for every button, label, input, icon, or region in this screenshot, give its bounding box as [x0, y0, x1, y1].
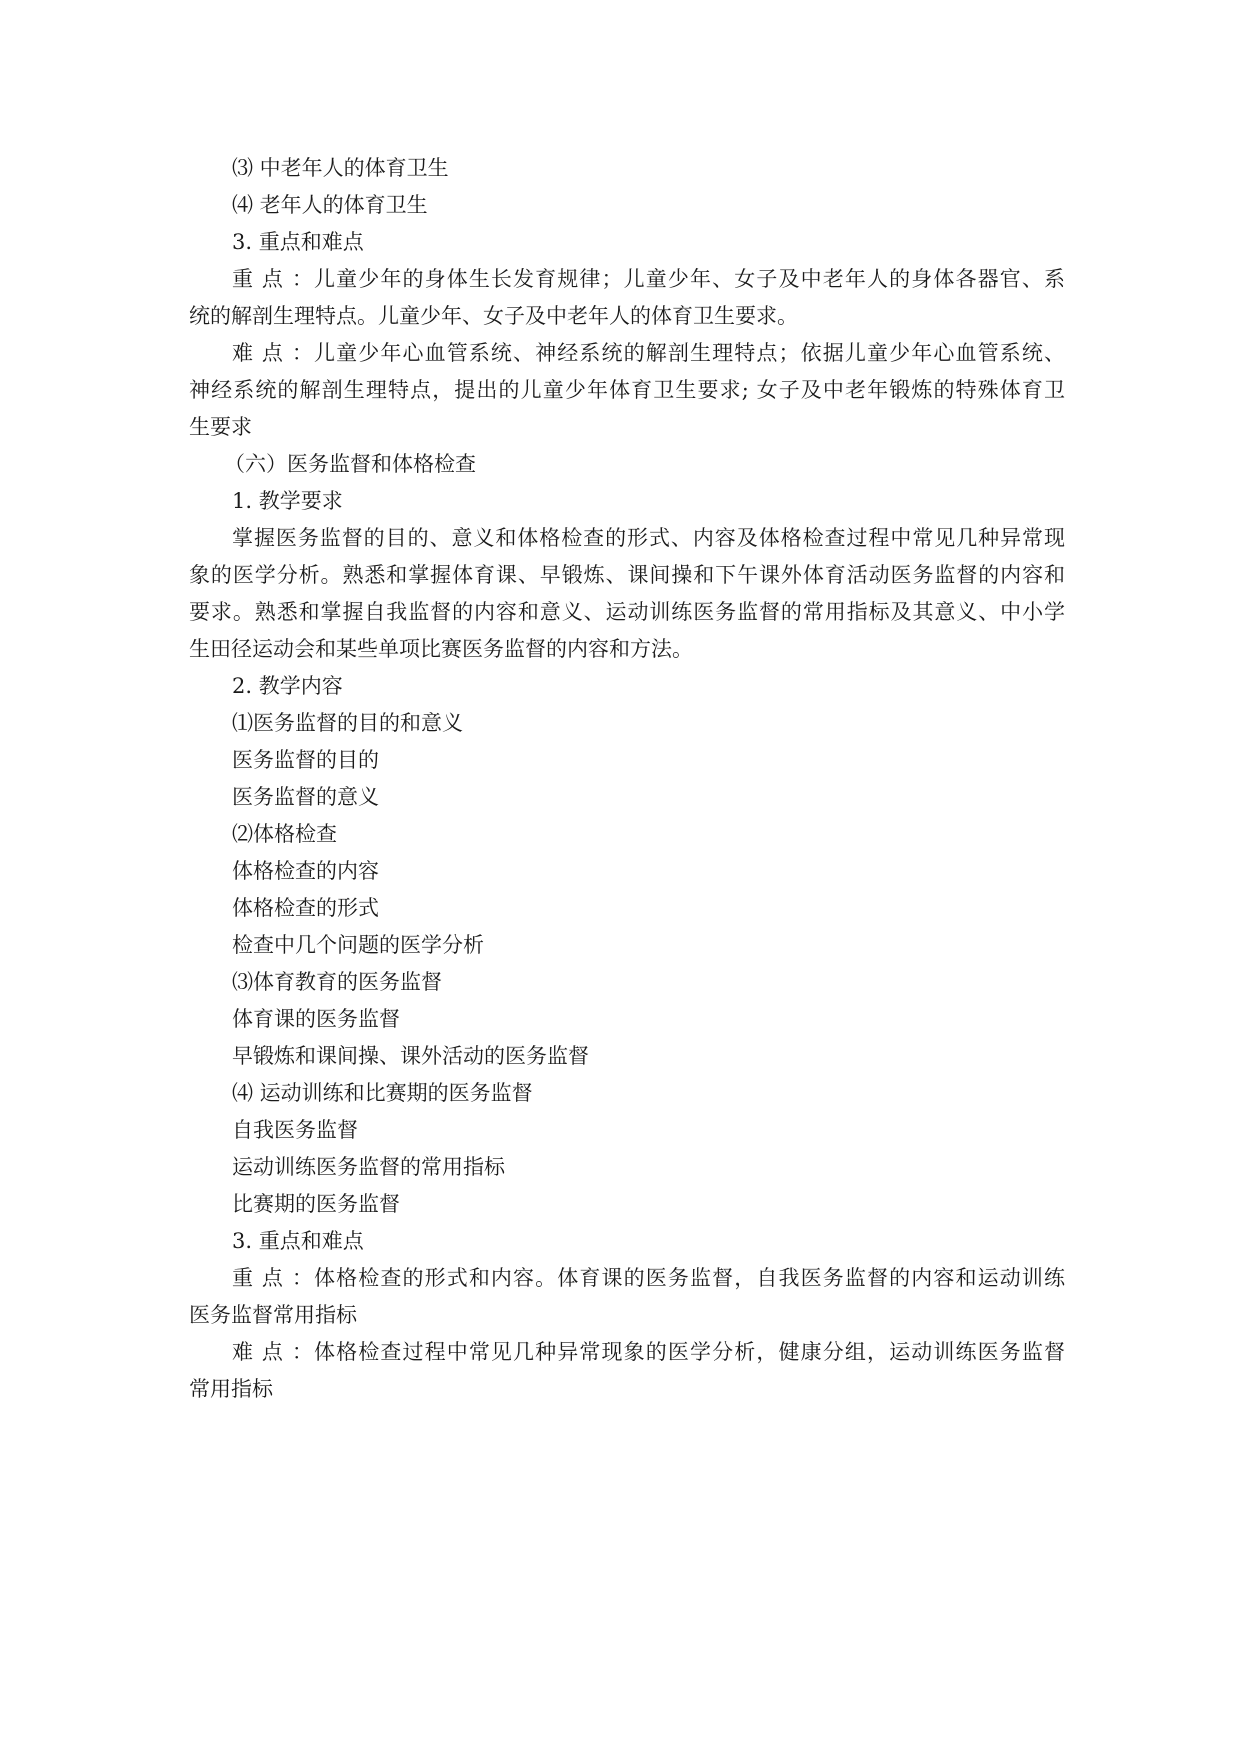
list-item-exam-content: 体格检查的内容 [232, 859, 379, 883]
list-item-morning-exercise-supervision: 早锻炼和课间操、课外活动的医务监督 [232, 1044, 589, 1068]
paragraph-requirements-line-2: 象的医学分析。熟悉和掌握体育课、早锻炼、课间操和下午课外体育活动医务监督的内容和 [189, 563, 1065, 587]
paragraph-key-points-2-line-1: 重 点 ：体格检查的形式和内容。体育课的医务监督，自我医务监督的内容和运动训练 [232, 1266, 1065, 1290]
paragraph-difficulties-line-2: 神经系统的解剖生理特点，提出的儿童少年体育卫生要求; 女子及中老年锻炼的特殊体育卫 [189, 378, 1065, 402]
paragraph-key-points-line-2: 统的解剖生理特点。儿童少年、女子及中老年人的体育卫生要求。 [189, 304, 798, 328]
paragraph-requirements-line-3: 要求。熟悉和掌握自我监督的内容和意义、运动训练医务监督的常用指标及其意义、中小学 [189, 600, 1065, 624]
list-item-physical-exam: ⑵体格检查 [232, 822, 337, 846]
list-item-elderly-middle-aged: ⑶ 中老年人的体育卫生 [232, 156, 449, 180]
chapter-heading-medical-supervision: （六）医务监督和体格检查 [224, 452, 476, 476]
paragraph-difficulties-line-3: 生要求 [189, 415, 252, 439]
list-item-elderly: ⑷ 老年人的体育卫生 [232, 193, 428, 217]
list-item-exam-analysis: 检查中几个问题的医学分析 [232, 933, 484, 957]
list-item-pe-supervision: ⑶体育教育的医务监督 [232, 970, 442, 994]
paragraph-difficulties-2-line-1: 难 点 ：体格检查过程中常见几种异常现象的医学分析，健康分组，运动训练医务监督 [232, 1340, 1065, 1364]
list-item-pe-class-supervision: 体育课的医务监督 [232, 1007, 400, 1031]
list-item-training-indicators: 运动训练医务监督的常用指标 [232, 1155, 505, 1179]
paragraph-requirements-line-4: 生田径运动会和某些单项比赛医务监督的内容和方法。 [189, 637, 693, 661]
section-heading-teaching-requirements: 1. 教学要求 [232, 489, 343, 513]
paragraph-requirements-line-1: 掌握医务监督的目的、意义和体格检查的形式、内容及体格检查过程中常见几种异常现 [232, 526, 1065, 550]
section-heading-key-points: 3. 重点和难点 [232, 230, 364, 254]
paragraph-key-points-line-1: 重 点 ：儿童少年的身体生长发育规律；儿童少年、女子及中老年人的身体各器官、系 [232, 267, 1065, 291]
list-item-purpose-significance: ⑴医务监督的目的和意义 [232, 711, 463, 735]
list-item-competition-supervision: 比赛期的医务监督 [232, 1192, 400, 1216]
section-heading-teaching-content: 2. 教学内容 [232, 674, 343, 698]
list-item-supervision-purpose: 医务监督的目的 [232, 748, 379, 772]
paragraph-difficulties-2-line-2: 常用指标 [189, 1377, 273, 1401]
list-item-training-competition: ⑷ 运动训练和比赛期的医务监督 [232, 1081, 533, 1105]
section-heading-key-points-2: 3. 重点和难点 [232, 1229, 364, 1253]
list-item-exam-form: 体格检查的形式 [232, 896, 379, 920]
list-item-self-supervision: 自我医务监督 [232, 1118, 358, 1142]
paragraph-difficulties-line-1: 难 点 ：儿童少年心血管系统、神经系统的解剖生理特点；依据儿童少年心血管系统、 [232, 341, 1065, 365]
list-item-supervision-significance: 医务监督的意义 [232, 785, 379, 809]
paragraph-key-points-2-line-2: 医务监督常用指标 [189, 1303, 357, 1327]
